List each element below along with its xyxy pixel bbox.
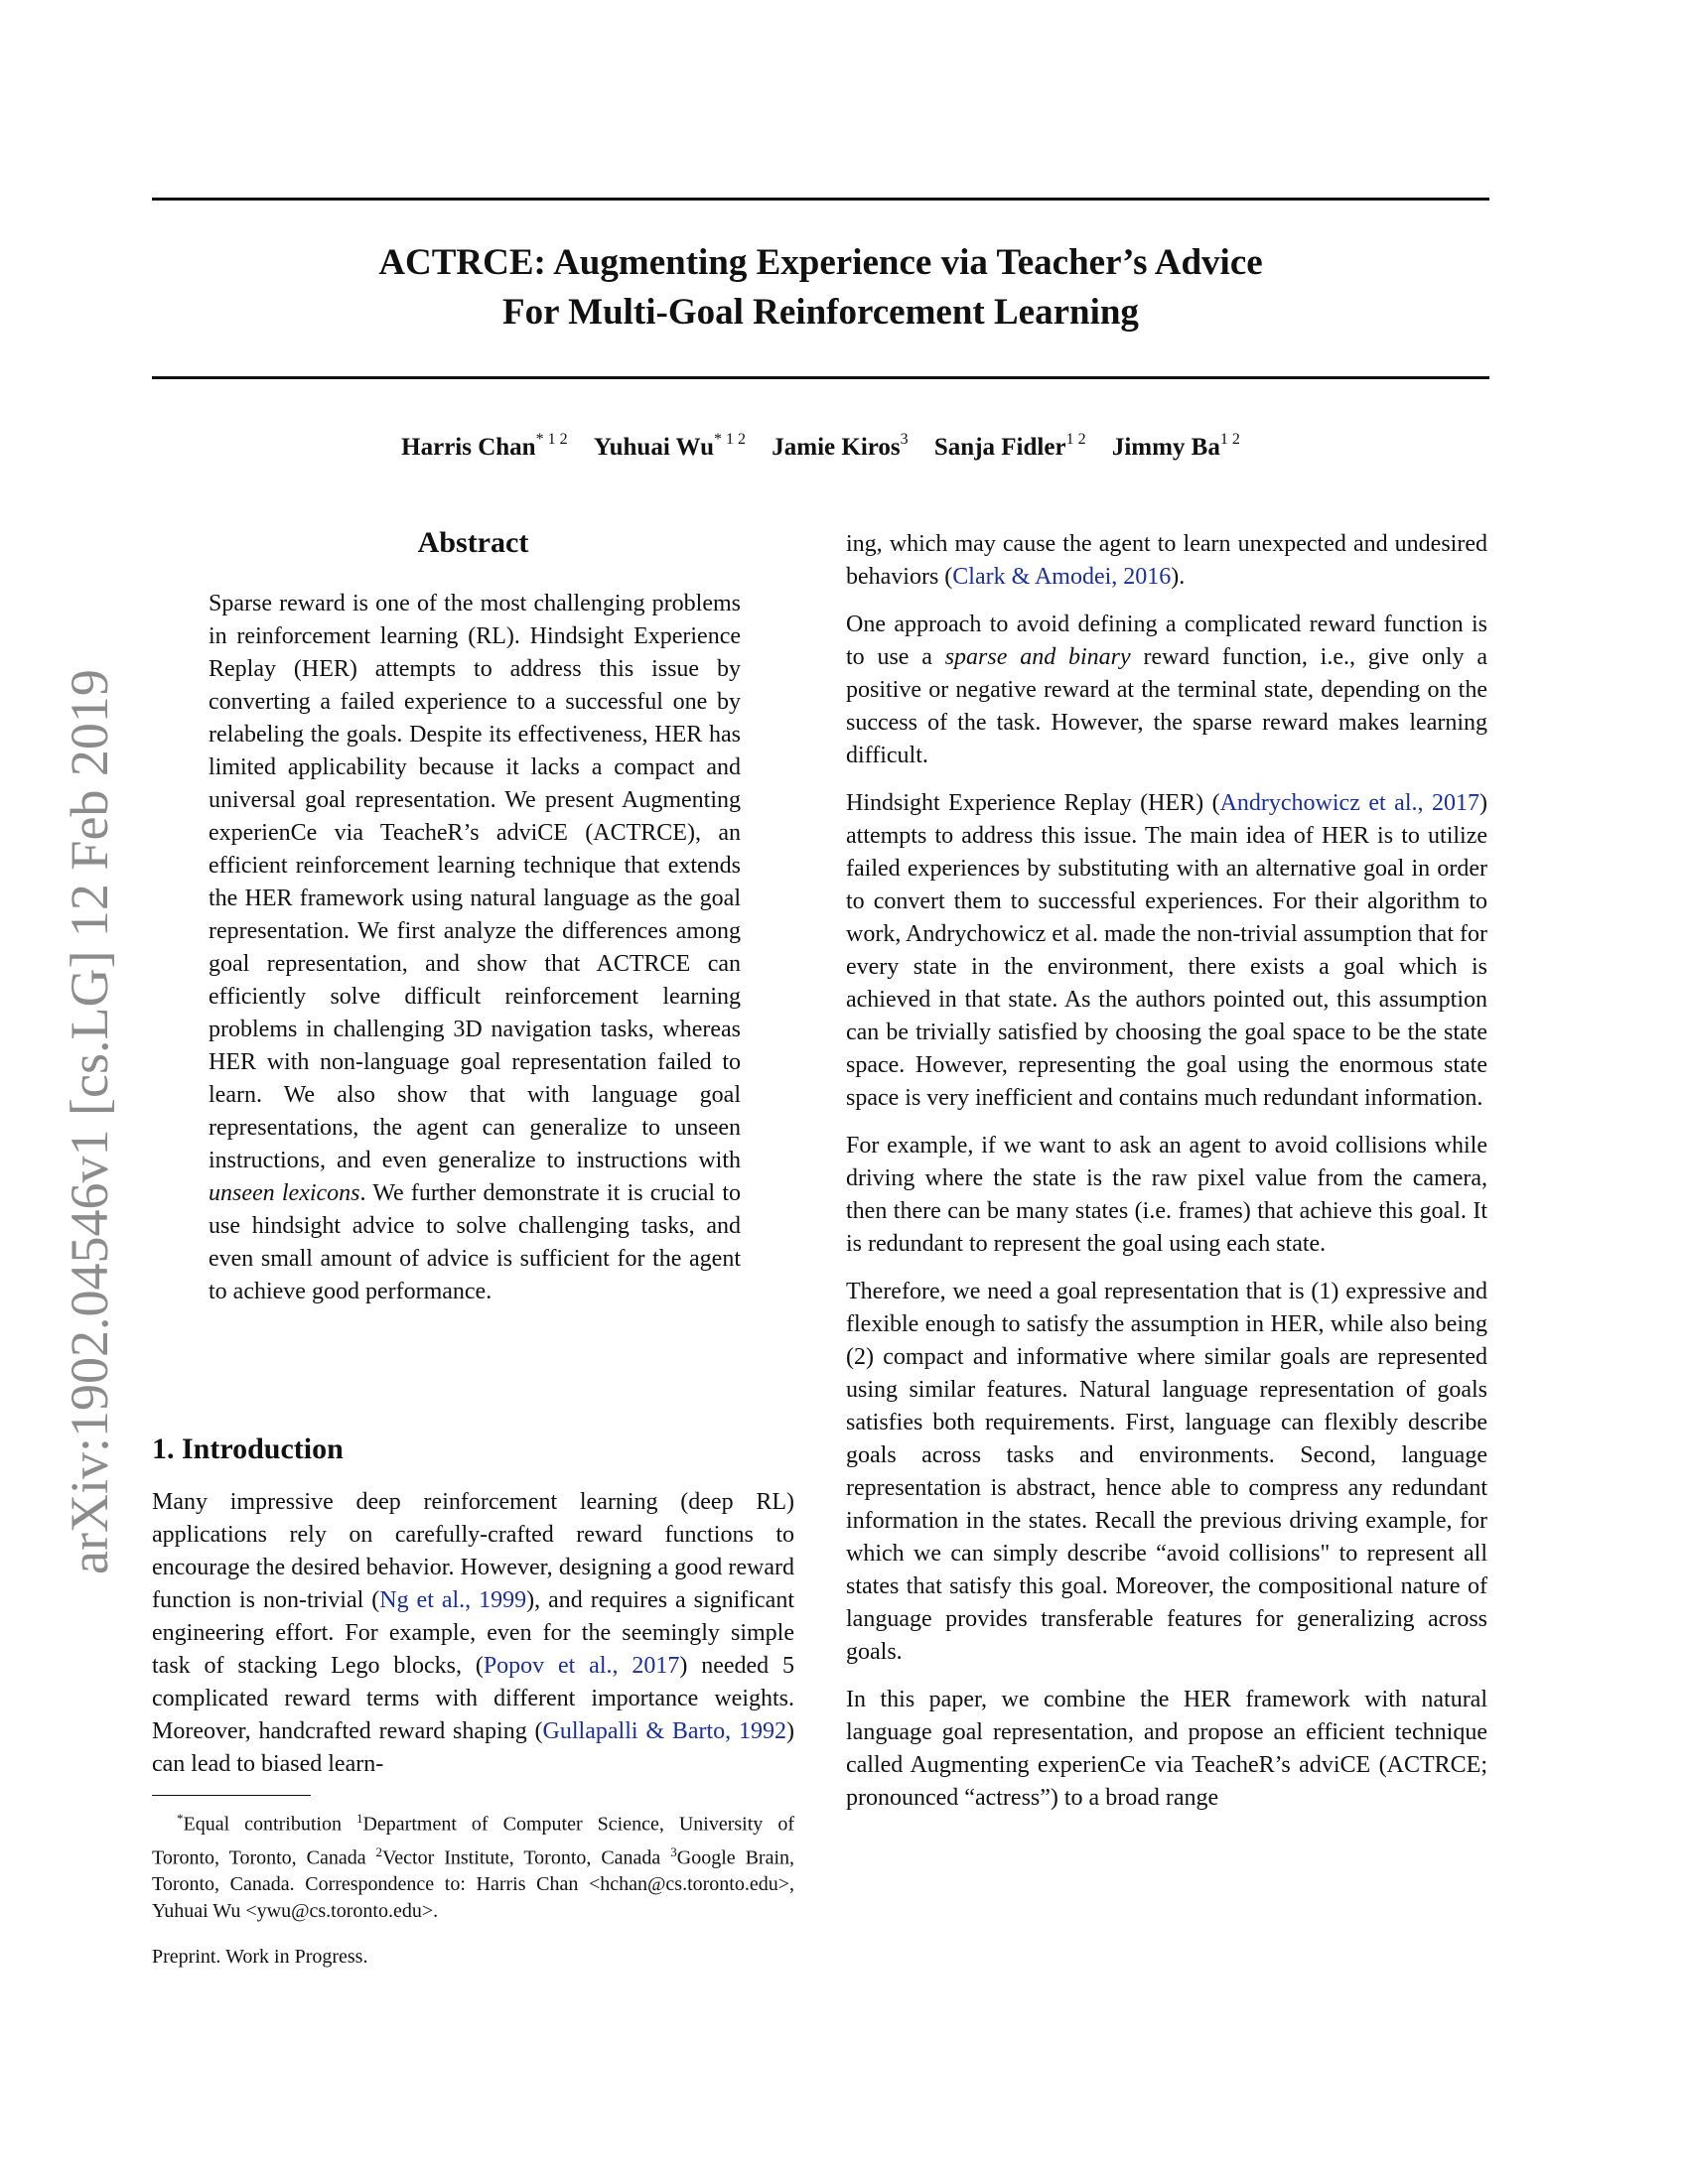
paragraph-text: ing, which may cause the agent to learn unexpected and undesired behaviors ( (846, 531, 1487, 590)
paragraph-emphasis: sparse and binary (944, 644, 1131, 670)
preprint-note: Preprint. Work in Progress. (152, 1946, 368, 1968)
author-list (152, 430, 1489, 462)
abstract-text: Sparse reward is one of the most challenging problems in reinforcement learning (RL). Hindsight Experience Replay (HER) attempts to address this issue by converting a failed experience to a successful one by relabeling the goals. Despite its effectiveness, HER has limited applicability because it lacks a compact and universal goal representation. We present Augmenting experienCe via TeacheR’s adviCE (ACTRCE), an efficient reinforcement learning technique that extends the HER framework using natural language as the goal representation. We first analyze the differences among goal representation, and show that ACTRCE can efficiently solve difficult reinforcement learning problems in challenging 3D navigation tasks, whereas HER with non-language goal representation failed to learn. We also show that with language goal representations, the agent can generalize to unseen instructions, and even generalize to instructions with (209, 591, 741, 1173)
abstract-emphasis: unseen lexicons (209, 1180, 360, 1206)
intro-text: ), and requires a significant engineering effort. For example, even for the seemingly simple task of stacking Lego blocks, ( (152, 1587, 794, 1679)
citation-link[interactable]: Popov et al., 2017 (483, 1653, 680, 1679)
paragraph-3 (846, 787, 1487, 1115)
paragraph-text: reward function, i.e., give only a positive or negative reward at the terminal state, depending on the success of the task. However, the sparse reward makes learning difficult. (846, 644, 1488, 768)
title-line-1: ACTRCE: Augmenting Experience via Teacher’s Advice (378, 242, 1263, 283)
paragraph-text: ) attempts to address this issue. The main idea of HER is to utilize failed experiences by substituting with an alternative goal in order to convert them to successful experiences. For their algorithm to work, Andrychowicz et al. made the non-trivial assumption that for every state in the environment, there exists a goal which is achieved in that state. As the authors pointed out, this assumption can be trivially satisfied by choosing the goal space to be the state space. However, representing the goal using the enormous state space is very inefficient and contains much redundant information. (846, 790, 1488, 1111)
paragraph-text: ). (1171, 564, 1186, 590)
author-4 (933, 430, 1086, 461)
citation-link[interactable]: Clark & Amodei, 2016 (952, 564, 1172, 590)
author-affiliation: 3 (900, 430, 909, 448)
paper-title (152, 238, 1489, 338)
author-5 (1111, 430, 1240, 461)
footnote (152, 1805, 794, 1925)
footnote-mark: 2 (375, 1843, 383, 1859)
footnote-part: Equal contribution (183, 1813, 356, 1836)
author-1 (401, 430, 568, 461)
footnote-part: Department of Computer Science, University of Toronto, Toronto, Canada (152, 1813, 794, 1869)
intro-paragraph (152, 1486, 794, 1781)
arxiv-id: arXiv:1902.04546v1 [cs.LG] 12 Feb 2019 (60, 669, 119, 1574)
title-rule-bottom (152, 376, 1489, 379)
intro-text: ) needed 5 complicated reward terms with different importance weights. Moreover, handcrafted reward shaping ( (152, 1653, 794, 1744)
paragraph-6: In this paper, we combine the HER framework with natural language goal representation, and propose an efficient technique called Augmenting experienCe via TeacheR’s adviCE (ACTRCE; pronounced “actress”) to a broad range (846, 1687, 1487, 1811)
abstract-body (209, 588, 741, 1308)
paragraph-text: Hindsight Experience Replay (HER) ( (846, 790, 1220, 816)
citation-link[interactable]: Ng et al., 1999 (379, 1587, 527, 1613)
footnote-mark: * (177, 1811, 184, 1826)
intro-text: ) can lead to biased learn- (152, 1718, 795, 1777)
paragraph-5: Therefore, we need a goal representation that is (1) expressive and flexible enough to satisfy the assumption in HER, while also being (2) compact and informative where similar goals are represented using similar features. Natural language representation of goals satisfies both requirements. First, language can flexibly describe goals across tasks and environments. Second, language representation is abstract, hence able to compress any redundant information in the states. Recall the previous driving example, for which we can simply describe “avoid collisions" to represent all states that satisfy this goal. Moreover, the compositional nature of language provides transferable features for generalizing across goals. (846, 1279, 1487, 1665)
intro-heading: 1. Introduction (152, 1433, 344, 1465)
abstract-text: . We further demonstrate it is crucial to use hindsight advice to solve challenging tasks, and even small amount of advice is sufficient for the agent to achieve good performance. (209, 1180, 741, 1304)
author-affiliation: 1 2 (1219, 430, 1240, 448)
right-column (846, 528, 1487, 1815)
author-name: Jimmy Ba (1111, 434, 1220, 461)
paragraph-1 (846, 528, 1487, 594)
footnote-mark: 3 (670, 1843, 677, 1859)
footnote-part: Google Brain, Toronto, Canada. Correspondence to: Harris Chan <hchan@cs.toronto.edu>, Yuhuai Wu <ywu@cs.toronto.edu>. (152, 1846, 795, 1923)
author-affiliation: * 1 2 (535, 430, 568, 448)
paragraph-4: For example, if we want to ask an agent to avoid collisions while driving where the state is the raw pixel value from the camera, then there can be many states (i.e. frames) that achieve this goal. It is redundant to represent the goal using each state. (846, 1133, 1487, 1257)
title-rule-top (152, 198, 1489, 201)
footnote-part: Vector Institute, Toronto, Canada (382, 1846, 671, 1869)
citation-link[interactable]: Andrychowicz et al., 2017 (1219, 790, 1480, 816)
title-line-2: For Multi-Goal Reinforcement Learning (502, 292, 1139, 333)
citation-link[interactable]: Gullapalli & Barto, 1992 (542, 1718, 787, 1744)
author-2 (593, 430, 747, 461)
author-3 (772, 430, 909, 461)
author-name: Yuhuai Wu (593, 434, 715, 461)
abstract-heading: Abstract (417, 526, 529, 559)
abstract-paragraph (209, 588, 741, 1308)
author-affiliation: * 1 2 (714, 430, 747, 448)
author-affiliation: 1 2 (1065, 430, 1086, 448)
author-name: Harris Chan (401, 434, 536, 461)
author-name: Jamie Kiros (772, 434, 901, 461)
footnote-text (152, 1805, 794, 1925)
footnote-rule (152, 1795, 311, 1796)
paragraph-2 (846, 609, 1487, 772)
author-name: Sanja Fidler (933, 434, 1066, 461)
paragraph-text: One approach to avoid defining a complicated reward function is to use a (846, 612, 1487, 670)
intro-text: Many impressive deep reinforcement learning (deep RL) applications rely on carefully-crafted reward functions to encourage the desired behavior. However, designing a good reward function is non-trivial ( (152, 1489, 794, 1613)
footnote-mark: 1 (355, 1811, 363, 1826)
intro-body (152, 1486, 794, 1781)
